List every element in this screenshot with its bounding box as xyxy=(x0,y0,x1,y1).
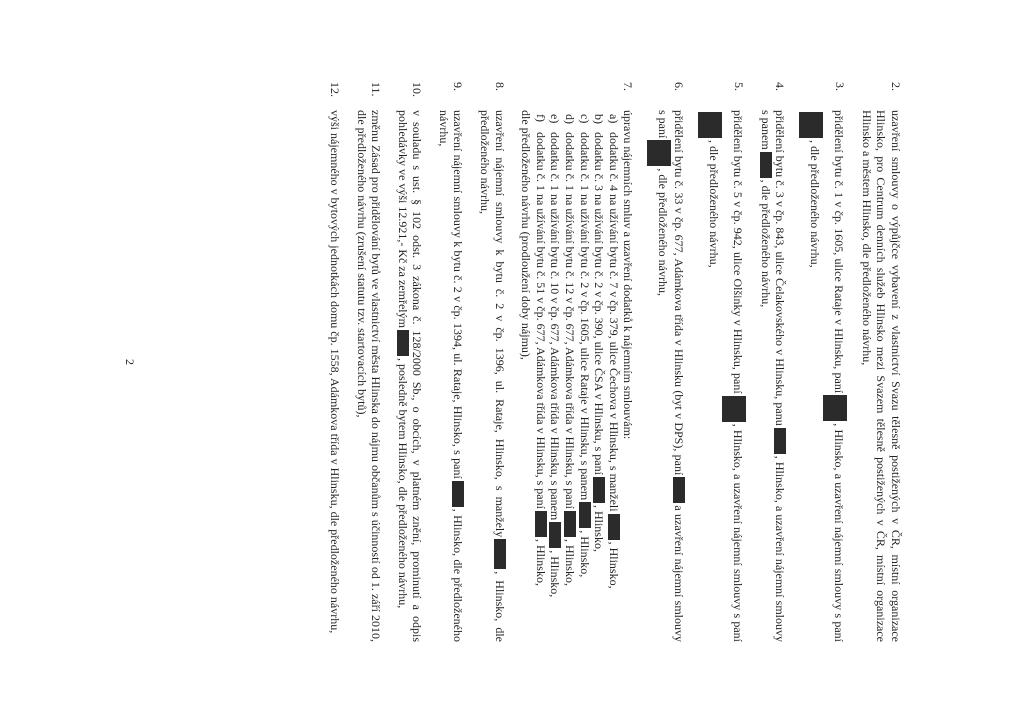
redaction-block xyxy=(564,511,576,537)
redaction-block xyxy=(823,395,847,421)
text-segment: přidělení bytu č. 33 v čp. 677, Adámkova třída v Hlinsku (byt v DPS), paní xyxy=(672,110,687,476)
resolution-list xyxy=(315,82,903,642)
item-text xyxy=(799,110,847,642)
item-text: změnu Zásad pro přidělování bytů ve vlastnictví města Hlinska do nájmu občanům s účinností od 1. září 2010, dle předloženého návrhu (zrušení statutu tzv. startovacích bytů), xyxy=(354,110,384,642)
sub-item-text xyxy=(533,132,548,586)
item-intro: úpravu nájemních smluv a uzavření dodatků k nájemním smlouvám: xyxy=(621,110,636,440)
text-segment: , dle předloženého návrhu, xyxy=(758,179,773,308)
sub-item-b xyxy=(592,114,607,642)
list-item-6 xyxy=(647,82,686,642)
redaction-block xyxy=(673,477,685,503)
list-item-2 xyxy=(859,82,903,642)
text-segment: uzavření nájemní smlouvy k bytu č. 2 v čp. 1396, ul. Rataje, Hlinsko, s manžely xyxy=(492,110,507,538)
redaction-block xyxy=(799,112,823,138)
sub-item-label: d) xyxy=(563,114,578,124)
sub-item-label: c) xyxy=(577,114,592,124)
sub-item-text xyxy=(548,132,563,597)
list-item-10 xyxy=(395,82,424,642)
list-item-12 xyxy=(327,82,342,642)
text-segment: , Hlinsko, xyxy=(577,530,592,578)
item-text xyxy=(478,110,507,642)
text-segment: , posledně bytem Hlinsko, dle předloženého návrhu, xyxy=(395,357,410,609)
list-item-5 xyxy=(698,82,746,642)
text-segment: , Hlinsko, xyxy=(592,504,607,552)
item-number: 5. xyxy=(732,82,747,91)
text-segment: dodatku č. 1 na užívání bytu č. 51 v čp. 677, Adámkova třída v Hlinsku, s paní xyxy=(533,132,548,509)
item-text xyxy=(758,110,787,642)
sub-item-a xyxy=(606,114,621,642)
text-segment: dodatku č. 1 na užívání bytu č. 10 v čp. 677, Adámkova třída v Hlinsku, s panem xyxy=(548,132,563,521)
text-segment: uzavření nájemní smlouvy k bytu č. 2 v čp. 1394, ul. Rataje, Hlinsko, s paní xyxy=(451,110,466,479)
sub-item-text xyxy=(606,132,621,589)
redaction-block xyxy=(397,330,409,356)
text-segment: přidělení bytu č. 3 v čp. 843, ulice Čelakovského v Hlinsku, panu xyxy=(773,110,788,426)
text-segment: , Hlinsko, xyxy=(548,550,563,598)
text-segment: , Hlinsko, xyxy=(606,541,621,589)
sub-item-text xyxy=(592,132,607,552)
redaction-block xyxy=(535,511,547,537)
redaction-block xyxy=(774,428,786,454)
sub-item-text xyxy=(562,132,577,586)
item-text xyxy=(436,110,465,642)
redaction-block xyxy=(494,539,506,569)
item-number: 9. xyxy=(451,82,466,91)
text-segment: , Hlinsko, dle předloženého návrhu, xyxy=(436,110,466,642)
text-segment: dodatku č. 4 na užívání bytu č. 7 v čp. 379, ulice Čechova v Hlinsku, s manželi xyxy=(606,132,621,512)
list-item-9 xyxy=(436,82,465,642)
item-number: 7. xyxy=(621,82,636,91)
item-text xyxy=(647,110,686,642)
redaction-block xyxy=(579,502,591,528)
text-segment: v souladu s ust. § 102 odst. 3 zákona č. 128/2000 Sb., o obcích, v platném znění, prominutí a odpis pohledávky ve výši 12.921,- Kč za zemřelým xyxy=(395,110,425,642)
text-segment: a uzavření nájemní smlouvy s paní xyxy=(656,110,687,642)
rotated-page-content xyxy=(97,62,927,662)
item-number: 10. xyxy=(410,82,425,97)
text-segment: dodatku č. 1 na užívání bytu č. 12 v čp. 677, Adámkova třída v Hlinsku, s paní xyxy=(563,132,578,509)
text-segment: dodatku č. 3 na užívání bytu č. 2 v čp. 390, ulice ČSA v Hlinsku, s paní xyxy=(592,132,607,475)
item-number: 3. xyxy=(833,82,848,91)
list-item-3 xyxy=(799,82,847,642)
list-item-11 xyxy=(354,82,383,642)
redaction-block xyxy=(549,522,561,548)
text-segment: , dle předloženého návrhu, xyxy=(707,140,722,268)
text-segment: , Hlinsko, a uzavření nájemní smlouvy s paní xyxy=(832,423,847,642)
text-segment: , dle předloženého návrhu, xyxy=(656,168,671,296)
text-segment: , Hlinsko, a uzavření nájemní smlouvy s panem xyxy=(758,110,788,642)
text-segment: , Hlinsko, a uzavření nájemní smlouvy s paní xyxy=(731,423,746,643)
sub-item-label: f) xyxy=(533,114,548,122)
text-segment: , Hlinsko, dle předloženého návrhu, xyxy=(478,110,507,642)
redaction-block xyxy=(722,396,746,422)
item-outro: dle předloženého návrhu (prodloužení doby nájmu), xyxy=(519,110,534,360)
text-segment: dodatku č. 1 na užívání bytu č. 2 v čp. 1605, ulice Rataje v Hlinsku, s panem xyxy=(577,132,592,501)
list-item-7 xyxy=(519,82,636,642)
text-segment: , Hlinsko, xyxy=(563,538,578,586)
list-item-8 xyxy=(478,82,507,642)
sub-item-e xyxy=(548,114,563,642)
redaction-block xyxy=(593,477,605,503)
item-text: uzavření smlouvy o výpůjčce vybavení z vlastnictví Svazu tělesně postižených v ČR, místní organizace Hlinsko, pro Centrum denních služeb Hlinsko mezi Svazem tělesně postižených v ČR, místní organizace Hlinsko a městem Hlinsko, dle předloženého návrhu, xyxy=(859,110,903,642)
item-number: 4. xyxy=(773,82,788,91)
page-number: 2 xyxy=(123,359,137,365)
list-item-4 xyxy=(758,82,787,642)
item-number: 2. xyxy=(889,82,903,91)
item-number: 8. xyxy=(492,82,507,91)
item-number: 6. xyxy=(672,82,687,91)
sub-item-label: a) xyxy=(606,114,621,124)
item-text xyxy=(395,110,424,642)
sub-item-c xyxy=(577,114,592,642)
item-number: 12. xyxy=(327,82,342,97)
sub-item-d xyxy=(562,114,577,642)
redaction-block xyxy=(698,112,722,138)
sub-item-text xyxy=(577,132,592,577)
text-segment: přidělení bytu č. 5 v čp. 942, ulice Olšinky v Hlinsku, paní xyxy=(731,110,746,394)
text-segment: , Hlinsko, xyxy=(533,538,548,586)
redaction-block xyxy=(608,514,620,540)
item-text xyxy=(519,110,636,642)
item-text: výši nájemného v bytových jednotkách domu čp. 1558, Adámkova třída v Hlinsku, dle předloženého návrhu, xyxy=(327,110,342,634)
sub-item-label: e) xyxy=(548,114,563,124)
item-number: 11. xyxy=(369,82,384,97)
item-text xyxy=(698,110,746,642)
redaction-block xyxy=(760,152,772,178)
redaction-block xyxy=(453,481,465,507)
redaction-block xyxy=(647,140,671,166)
text-segment: přidělení bytu č. 1 v čp. 1605, ulice Rataje v Hlinsku, paní xyxy=(832,110,847,394)
sub-item-f xyxy=(533,114,548,642)
text-segment: , dle předloženého návrhu, xyxy=(808,140,823,268)
sub-item-label: b) xyxy=(592,114,607,124)
